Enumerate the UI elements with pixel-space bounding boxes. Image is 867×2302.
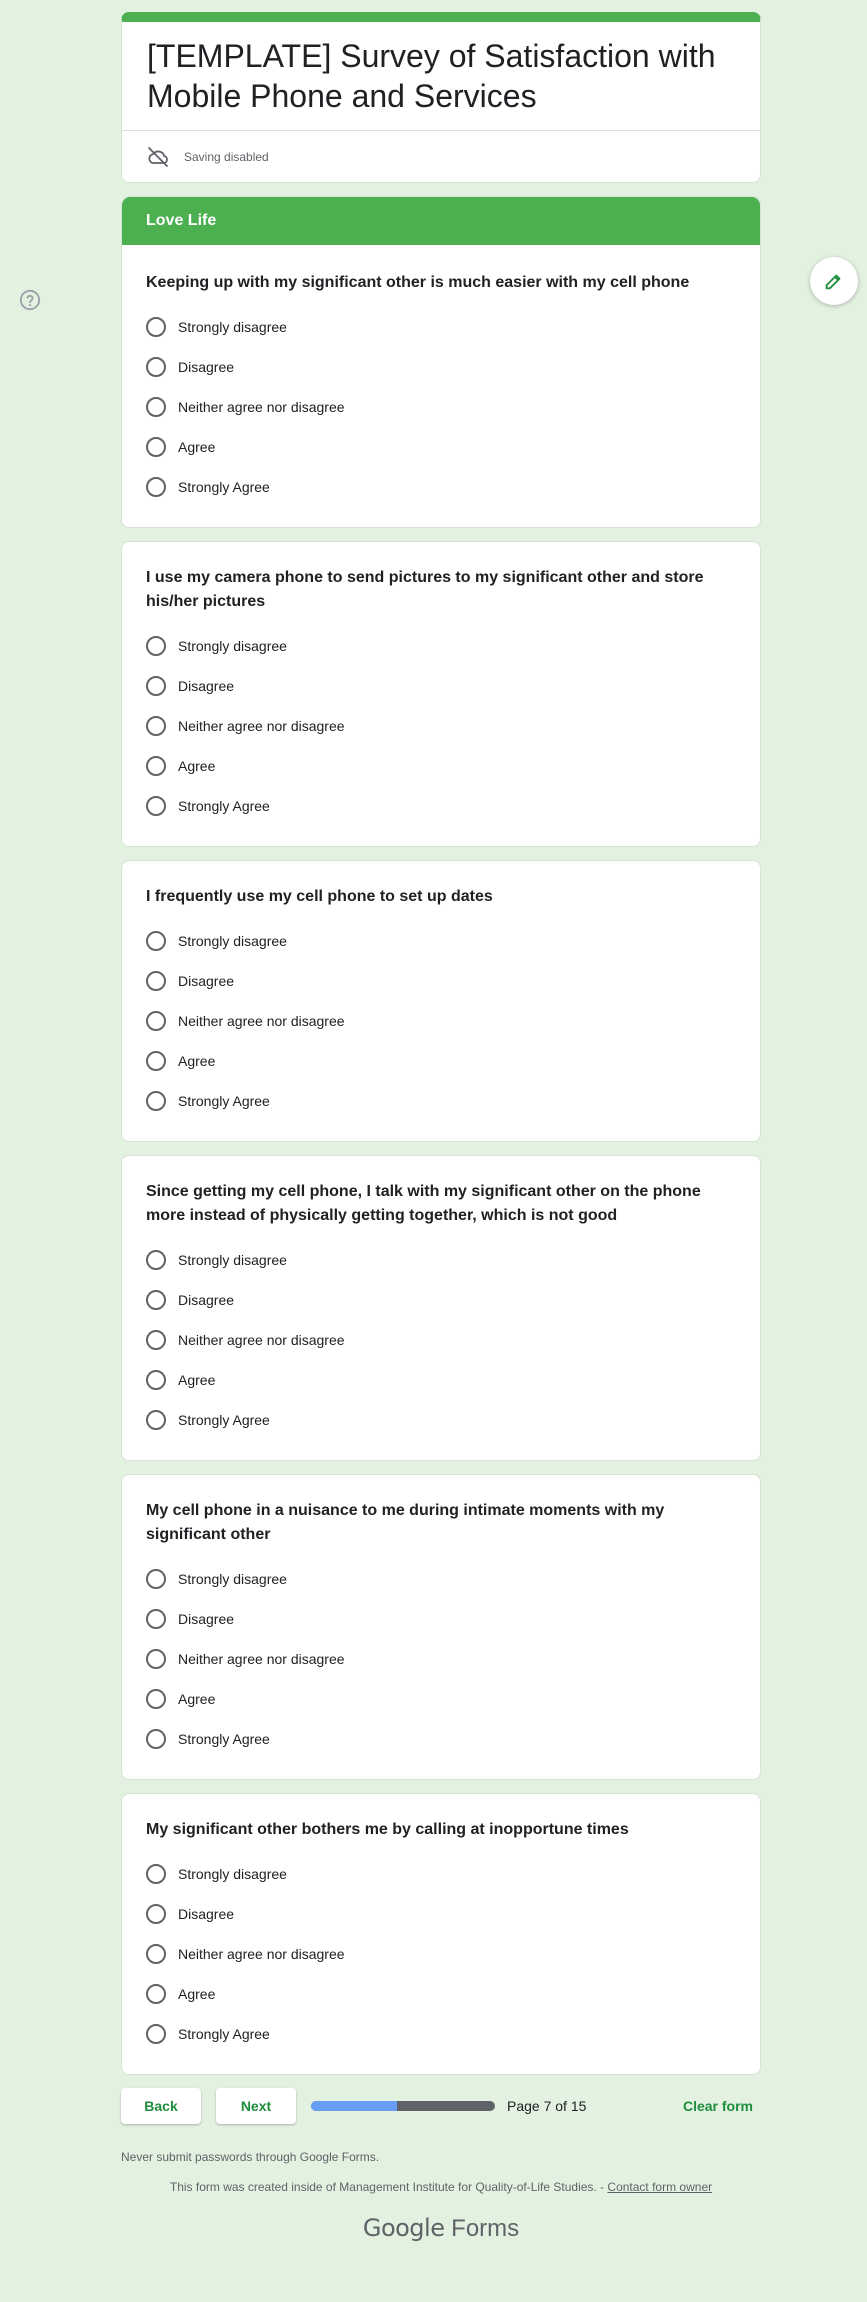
radio-option-label: Strongly Agree xyxy=(178,1093,270,1109)
edit-button[interactable] xyxy=(810,257,858,305)
radio-button[interactable] xyxy=(146,2024,166,2044)
radio-option-label: Disagree xyxy=(178,359,235,375)
radio-option-label: Neither agree nor disagree xyxy=(178,399,345,415)
radio-button[interactable] xyxy=(146,1410,166,1430)
question-card xyxy=(121,1793,761,2075)
radio-button[interactable] xyxy=(146,756,166,776)
pencil-icon xyxy=(823,270,845,292)
created-by-text: This form was created inside of Management Institute for Quality-of-Life Studies. - xyxy=(169,2180,608,2194)
radio-option-label: Strongly disagree xyxy=(178,638,287,654)
radio-option-label: Strongly Agree xyxy=(178,1731,270,1747)
radio-option[interactable] xyxy=(146,666,736,706)
radio-option[interactable] xyxy=(146,1974,736,2014)
radio-option-label: Agree xyxy=(178,758,216,774)
radio-option[interactable] xyxy=(146,921,736,961)
radio-button[interactable] xyxy=(146,1864,166,1884)
radio-button[interactable] xyxy=(146,636,166,656)
radio-option-label: Neither agree nor disagree xyxy=(178,1946,345,1962)
radio-button[interactable] xyxy=(146,1051,166,1071)
radio-option-label: Strongly Agree xyxy=(178,2026,270,2042)
radio-option-label: Disagree xyxy=(178,1292,235,1308)
radio-option-label: Disagree xyxy=(178,678,235,694)
radio-option[interactable] xyxy=(146,626,736,666)
radio-option[interactable] xyxy=(146,1599,736,1639)
next-button[interactable]: Next xyxy=(216,2088,296,2124)
question-card xyxy=(121,541,761,847)
radio-option-label: Agree xyxy=(178,1986,216,2002)
brand-forms: Forms xyxy=(451,2215,520,2242)
radio-option[interactable] xyxy=(146,961,736,1001)
radio-option[interactable] xyxy=(146,1320,736,1360)
radio-option-label: Strongly Agree xyxy=(178,798,270,814)
question-title: I frequently use my cell phone to set up dates xyxy=(146,888,493,905)
question-card xyxy=(121,1474,761,1780)
radio-option[interactable] xyxy=(146,1001,736,1041)
radio-button[interactable] xyxy=(146,971,166,991)
question-title: My cell phone in a nuisance to me during intimate moments with my significant other xyxy=(146,1502,665,1543)
question-card xyxy=(121,1155,761,1461)
radio-option-label: Disagree xyxy=(178,1611,235,1627)
radio-option-label: Neither agree nor disagree xyxy=(178,1651,345,1667)
created-by-notice xyxy=(121,2180,761,2194)
question-title: Keeping up with my significant other is much easier with my cell phone xyxy=(146,274,690,291)
radio-button[interactable] xyxy=(146,1944,166,1964)
radio-button[interactable] xyxy=(146,317,166,337)
brand-google: Google xyxy=(362,2214,445,2242)
radio-option-label: Agree xyxy=(178,1053,216,1069)
question-title: I use my camera phone to send pictures to my significant other and store his/her pictures xyxy=(146,569,704,610)
progress-bar-fill xyxy=(311,2101,397,2111)
question-card xyxy=(121,196,761,528)
password-warning: Never submit passwords through Google Forms. xyxy=(121,2150,380,2164)
radio-option-label: Strongly disagree xyxy=(178,319,287,335)
contact-owner-link[interactable]: Contact form owner xyxy=(607,2180,713,2194)
radio-button[interactable] xyxy=(146,1091,166,1111)
form-navigation xyxy=(121,2088,761,2124)
google-forms-logo[interactable] xyxy=(121,2214,761,2243)
radio-option[interactable] xyxy=(146,2014,736,2054)
radio-button[interactable] xyxy=(146,397,166,417)
radio-button[interactable] xyxy=(146,477,166,497)
radio-option[interactable] xyxy=(146,1719,736,1759)
radio-option[interactable] xyxy=(146,1894,736,1934)
cloud-off-icon xyxy=(146,145,170,169)
radio-option[interactable] xyxy=(146,1041,736,1081)
radio-option[interactable] xyxy=(146,1934,736,1974)
radio-option-label: Disagree xyxy=(178,973,235,989)
radio-option[interactable] xyxy=(146,467,736,507)
radio-button[interactable] xyxy=(146,437,166,457)
radio-option-label: Neither agree nor disagree xyxy=(178,1332,345,1348)
radio-option[interactable] xyxy=(146,347,736,387)
radio-button[interactable] xyxy=(146,357,166,377)
radio-option-label: Agree xyxy=(178,1691,216,1707)
radio-option-label: Neither agree nor disagree xyxy=(178,718,345,734)
form-title: [TEMPLATE] Survey of Satisfaction with Mobile Phone and Services xyxy=(147,38,716,114)
question-title: My significant other bothers me by calling at inopportune times xyxy=(146,1821,629,1838)
radio-option[interactable] xyxy=(146,1559,736,1599)
radio-button[interactable] xyxy=(146,676,166,696)
page-indicator: Page 7 of 15 xyxy=(507,2098,587,2114)
radio-option-label: Disagree xyxy=(178,1906,235,1922)
radio-button[interactable] xyxy=(146,796,166,816)
saving-status-text: Saving disabled xyxy=(184,149,269,164)
radio-option[interactable] xyxy=(146,1639,736,1679)
radio-option[interactable] xyxy=(146,307,736,347)
radio-button[interactable] xyxy=(146,1729,166,1749)
radio-option[interactable] xyxy=(146,1400,736,1440)
radio-button[interactable] xyxy=(146,1609,166,1629)
radio-button[interactable] xyxy=(146,931,166,951)
form-container xyxy=(121,12,761,2243)
radio-button[interactable] xyxy=(146,1290,166,1310)
radio-option[interactable] xyxy=(146,1081,736,1121)
radio-option-label: Strongly Agree xyxy=(178,479,270,495)
clear-form-button[interactable]: Clear form xyxy=(682,2098,753,2114)
help-icon[interactable] xyxy=(19,289,41,311)
radio-button[interactable] xyxy=(146,1569,166,1589)
radio-button[interactable] xyxy=(146,1649,166,1669)
form-title-card xyxy=(121,12,761,183)
radio-button[interactable] xyxy=(146,1984,166,2004)
radio-button[interactable] xyxy=(146,1370,166,1390)
radio-button[interactable] xyxy=(146,1330,166,1350)
radio-button[interactable] xyxy=(146,1904,166,1924)
radio-option[interactable] xyxy=(146,1240,736,1280)
radio-option-label: Neither agree nor disagree xyxy=(178,1013,345,1029)
radio-option[interactable] xyxy=(146,746,736,786)
radio-option-label: Strongly Agree xyxy=(178,1412,270,1428)
radio-option-label: Strongly disagree xyxy=(178,1866,287,1882)
radio-button[interactable] xyxy=(146,1011,166,1031)
radio-button[interactable] xyxy=(146,1689,166,1709)
radio-option[interactable] xyxy=(146,427,736,467)
radio-option[interactable] xyxy=(146,1854,736,1894)
radio-option-label: Agree xyxy=(178,1372,216,1388)
saving-status-row xyxy=(122,130,760,182)
radio-option[interactable] xyxy=(146,1280,736,1320)
progress-bar xyxy=(311,2101,495,2111)
radio-option-label: Strongly disagree xyxy=(178,933,287,949)
radio-option[interactable] xyxy=(146,1360,736,1400)
radio-option[interactable] xyxy=(146,786,736,826)
section-header: Love Life xyxy=(122,197,760,245)
back-button[interactable]: Back xyxy=(121,2088,201,2124)
radio-option-label: Strongly disagree xyxy=(178,1252,287,1268)
question-card xyxy=(121,860,761,1142)
radio-button[interactable] xyxy=(146,716,166,736)
question-title: Since getting my cell phone, I talk with my significant other on the phone more instead of physically getting together, which is not good xyxy=(146,1183,701,1224)
radio-button[interactable] xyxy=(146,1250,166,1270)
radio-option[interactable] xyxy=(146,706,736,746)
radio-option-label: Agree xyxy=(178,439,216,455)
radio-option-label: Strongly disagree xyxy=(178,1571,287,1587)
radio-option[interactable] xyxy=(146,387,736,427)
radio-option[interactable] xyxy=(146,1679,736,1719)
